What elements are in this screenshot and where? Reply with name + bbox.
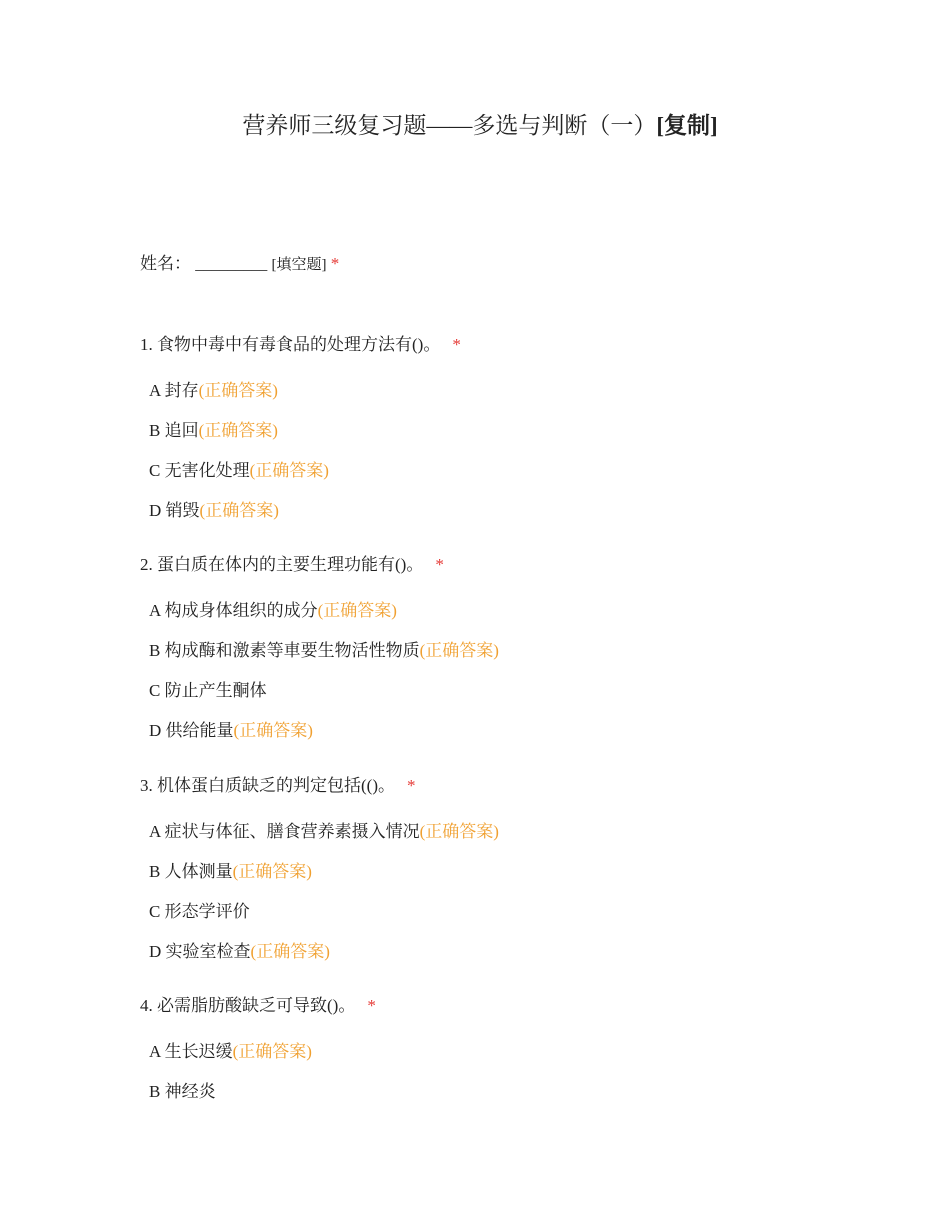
option-c[interactable] — [149, 899, 840, 939]
option-d[interactable] — [149, 498, 840, 538]
option-c[interactable] — [149, 678, 840, 718]
copy-tag: [复制] — [656, 113, 718, 138]
correct-answer-tag: (正确答案) — [199, 501, 279, 520]
correct-answer-tag: (正确答案) — [198, 421, 278, 440]
question-stem — [140, 993, 840, 1019]
correct-answer-tag: (正确答案) — [233, 721, 313, 740]
option-label: D 供给能量 — [149, 721, 234, 740]
option-label: B 人体测量 — [149, 862, 233, 881]
option-label: C 无害化处理 — [149, 461, 250, 480]
option-d[interactable] — [149, 939, 840, 979]
option-label: C 防止产生酮体 — [149, 681, 267, 700]
option-d[interactable] — [149, 718, 840, 758]
option-b[interactable] — [149, 1079, 840, 1119]
option-label: B 构成酶和激素等車要生物活性物质 — [149, 641, 420, 660]
correct-answer-tag: (正确答案) — [419, 822, 499, 841]
option-label: B 追回 — [149, 421, 199, 440]
correct-answer-tag: (正确答案) — [198, 381, 278, 400]
correct-answer-tag: (正确答案) — [232, 1042, 312, 1061]
question-1 — [140, 332, 840, 538]
question-stem — [140, 773, 840, 799]
correct-answer-tag: (正确答案) — [250, 942, 330, 961]
option-list — [140, 819, 840, 979]
required-mark: * — [330, 254, 340, 273]
option-label: A 构成身体组织的成分 — [149, 601, 318, 620]
option-c[interactable] — [149, 458, 840, 498]
option-b[interactable] — [149, 418, 840, 458]
title-text: 营养师三级复习题——多选与判断（一） — [242, 113, 657, 138]
correct-answer-tag: (正确答案) — [232, 862, 312, 881]
option-b[interactable] — [149, 859, 840, 899]
question-4 — [140, 993, 840, 1119]
option-list — [140, 1039, 840, 1119]
name-input-blank[interactable]: _________ — [195, 256, 268, 273]
question-text: 1. 食物中毒中有毒食品的处理方法有()。 — [140, 335, 441, 354]
option-a[interactable] — [149, 378, 840, 418]
question-text: 2. 蛋白质在体内的主要生理功能有()。 — [140, 555, 424, 574]
option-label: D 实验室检查 — [149, 942, 251, 961]
option-label: C 形态学评价 — [149, 902, 250, 921]
option-label: A 症状与体征、膳食营养素摄入情况 — [149, 822, 420, 841]
question-text: 4. 必需脂肪酸缺乏可导致()。 — [140, 996, 356, 1015]
option-label: B 神经炎 — [149, 1082, 216, 1101]
page-title — [0, 110, 950, 142]
required-mark: * — [452, 335, 461, 354]
option-list — [140, 378, 840, 538]
option-b[interactable] — [149, 638, 840, 678]
correct-answer-tag: (正确答案) — [249, 461, 329, 480]
required-mark: * — [406, 776, 416, 795]
fill-blank-tag: [填空题] — [271, 257, 327, 273]
correct-answer-tag: (正确答案) — [419, 641, 499, 660]
option-label: A 生长迟缓 — [149, 1042, 233, 1061]
required-mark: * — [367, 996, 376, 1015]
option-label: A 封存 — [149, 381, 199, 400]
option-label: D 销毁 — [149, 501, 200, 520]
option-list — [140, 598, 840, 758]
question-3 — [140, 773, 840, 979]
required-mark: * — [435, 555, 444, 574]
question-stem — [140, 552, 840, 578]
question-stem — [140, 332, 840, 358]
option-a[interactable] — [149, 1039, 840, 1079]
name-label: 姓名： — [140, 254, 191, 273]
correct-answer-tag: (正确答案) — [317, 601, 397, 620]
question-2 — [140, 552, 840, 758]
name-field — [140, 251, 339, 278]
question-text: 3. 机体蛋白质缺乏的判定包括(()。 — [140, 776, 395, 795]
option-a[interactable] — [149, 598, 840, 638]
option-a[interactable] — [149, 819, 840, 859]
